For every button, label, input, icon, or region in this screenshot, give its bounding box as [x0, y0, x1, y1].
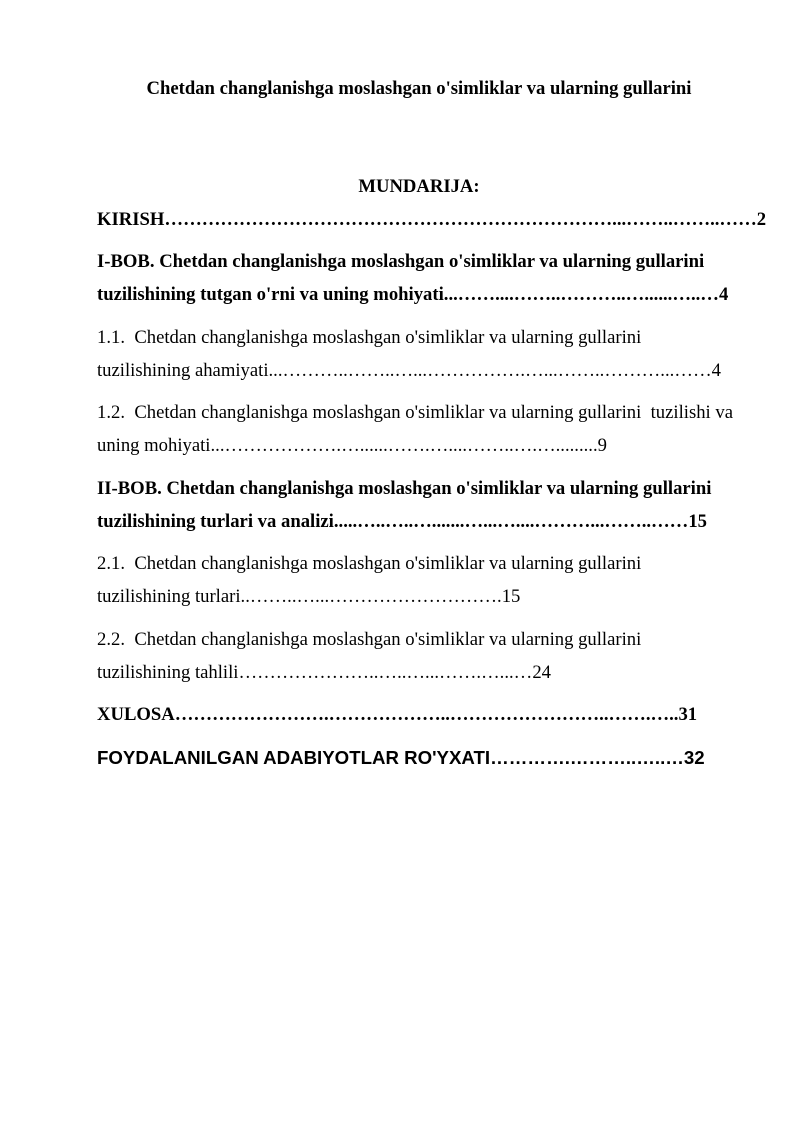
toc-leader: ...……....……..………..…......…..… [443, 284, 719, 305]
document-title: Chetdan changlanishga moslashgan o'simliklar va ularning gullarini [146, 77, 692, 99]
toc-leader: ………….………..…..… [490, 746, 684, 768]
toc-entry-label: uning mohiyati [97, 435, 211, 456]
toc-page-number: 31 [678, 704, 698, 725]
toc-entry-line [97, 623, 741, 656]
toc-entry-label: KIRISH [97, 208, 165, 230]
toc-entry-section-2-1 [97, 547, 741, 613]
toc-entry-line [97, 472, 741, 505]
toc-leader: ..……..…...………………………. [240, 586, 502, 607]
toc-leader: ...………..……..…...…………….…...……..………...…… [268, 359, 712, 381]
toc-entry-line [97, 505, 741, 538]
toc-entry-label: XULOSA [97, 704, 175, 725]
toc-leader: .....…..…..….......…...…....………...……..…… [333, 510, 689, 532]
toc-entry-references [97, 741, 741, 774]
toc-leader: …………………….………………..……………………..…….….. [174, 704, 679, 725]
toc-leader: ………………………………………………………………...……..……..…… [164, 208, 757, 230]
toc-page-number: 32 [683, 746, 705, 768]
toc-leader: ...……………….…......…….…....……..….…......... [210, 435, 598, 456]
toc-entry-line [97, 278, 741, 311]
toc-entry-label: FOYDALANILGAN ADABIYOTLAR RO'YXATI [97, 746, 491, 768]
toc-entry-label: II-BOB. Chetdan changlanishga moslashgan o'simliklar va ularning gullarini [97, 477, 712, 499]
toc-page-number: 4 [718, 284, 729, 305]
toc-heading: MUNDARIJA: [358, 175, 480, 197]
toc-entry-label: tuzilishining ahamiyati [97, 359, 269, 381]
toc-page-number: 24 [532, 661, 551, 683]
toc-entry-label: 2.1. Chetdan changlanishga moslashgan o'simliklar va ularning gullarini [97, 553, 642, 574]
toc-entry-label: 1.2. Chetdan changlanishga moslashgan o'simliklar va ularning gullarini tuzilishi va [97, 402, 733, 423]
toc-entry-section-1-2 [97, 396, 741, 462]
toc-entry-chapter-2 [97, 472, 741, 538]
toc-entry-label: tuzilishining tutgan o'rni va uning mohiyati [97, 284, 444, 305]
toc-page-number: 15 [501, 586, 521, 607]
toc-entry-label: I-BOB. Chetdan changlanishga moslashgan o'simliklar va ularning gullarini [97, 251, 705, 272]
toc-entry-line [97, 354, 741, 387]
toc-entry-label: 2.2. Chetdan changlanishga moslashgan o'simliklar va ularning gullarini [97, 628, 642, 650]
toc-entry-line [97, 741, 741, 774]
toc-entry-line [97, 396, 741, 429]
toc-entry-kirish [97, 203, 767, 236]
toc-entry-label: tuzilishining tahlili [97, 661, 239, 683]
toc-page-number: 2 [756, 208, 767, 230]
toc-entry-line [97, 203, 767, 236]
toc-entry-line [97, 321, 741, 354]
toc-entry-label: 1.1. Chetdan changlanishga moslashgan o'simliklar va ularning gullarini [97, 326, 642, 348]
toc-entry-xulosa [97, 698, 741, 731]
toc-entry-section-2-2 [97, 623, 741, 689]
toc-page-number: 4 [711, 359, 721, 381]
document-page [97, 72, 767, 774]
toc-entry-label: tuzilishining turlari va analizi [97, 510, 334, 532]
toc-page-number: 9 [597, 435, 607, 456]
toc-entry-label: tuzilishining turlari [97, 586, 241, 607]
toc-entry-line [97, 580, 741, 613]
toc-entry-section-1-1 [97, 321, 741, 387]
toc-entry-line [97, 429, 741, 462]
toc-leader: …………………..…..…...…….…...… [238, 661, 533, 683]
toc-entry-line [97, 656, 741, 689]
toc-entry-line [97, 698, 741, 731]
toc-entry-line [97, 547, 741, 580]
toc-entry-line [97, 245, 741, 278]
toc-page-number: 15 [688, 510, 707, 532]
toc-entry-chapter-1 [97, 245, 741, 311]
